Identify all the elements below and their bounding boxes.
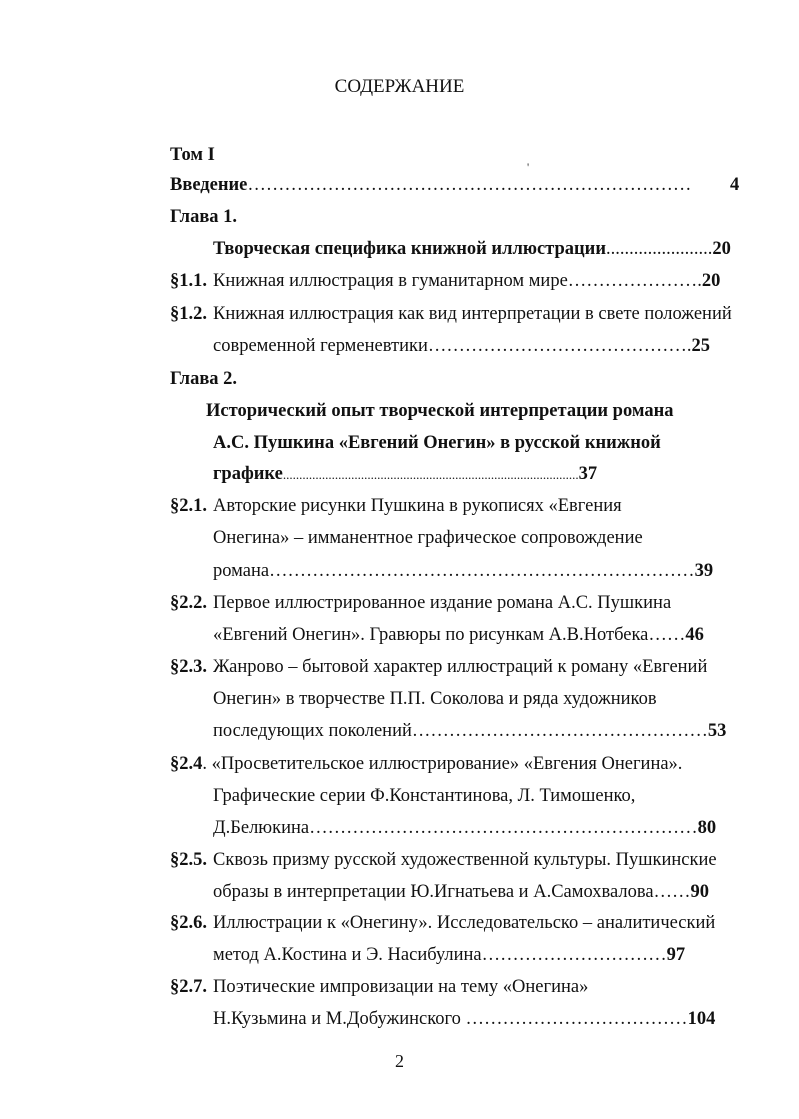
section-2-1-title-line2: Онегина» – имманентное графическое сопровождение [213, 528, 643, 548]
toc-page-number: 104 [687, 1009, 716, 1029]
toc-page-number: 46 [685, 625, 704, 645]
chapter-2-title-line1: Исторический опыт творческой интерпретации романа [206, 401, 674, 421]
section-1-2-title-line2 [213, 335, 710, 357]
page-title: СОДЕРЖАНИЕ [334, 76, 465, 97]
toc-entry-title: Творческая специфика книжной иллюстрации [213, 239, 606, 259]
chapter-2-title-line2: А.С. Пушкина «Евгений Онегин» в русской книжной [213, 433, 661, 453]
toc-page-number: 20 [701, 271, 721, 291]
toc-page-number: 39 [694, 561, 714, 581]
scan-speck: ' [527, 160, 530, 174]
section-2-4-title-line1: . «Просветительское иллюстрирование» «Евгения Онегина». [202, 754, 683, 774]
chapter-2-title-line3 [213, 463, 597, 486]
section-1-1-number: §1.1. [170, 271, 207, 291]
section-1-1-title [213, 270, 720, 292]
volume-label: Том I [170, 145, 215, 165]
toc-entry-title: Книжная иллюстрация в гуманитарном мире…………………. [213, 271, 702, 291]
toc-entry-title: образы в интерпретации Ю.Игнатьева и А.Самохвалова…… [213, 882, 691, 902]
section-2-3-number: §2.3. [170, 657, 207, 677]
chapter-1-title [213, 238, 731, 260]
section-2-3-title-line3 [213, 720, 726, 742]
toc-entry-title: метод А.Костина и Э. Насибулина………………………… [213, 945, 667, 965]
section-2-7-number: §2.7. [170, 977, 207, 997]
toc-page-number: 90 [690, 882, 710, 902]
toc-entry-title: Введение [170, 175, 248, 195]
section-2-1-title-line1: Авторские рисунки Пушкина в рукописях «Евгения [213, 496, 622, 516]
section-2-2-title-line2 [213, 624, 704, 646]
toc-entry-title: романа…………………………………………………………… [213, 561, 695, 581]
section-2-6-number: §2.6. [170, 913, 207, 933]
section-2-3-title-line2: Онегин» в творчестве П.П. Соколова и ряда художников [213, 689, 657, 709]
toc-entry-title: Н.Кузьмина и М.Добужинского ……………………………… [213, 1009, 688, 1029]
chapter-2-label: Глава 2. [170, 369, 238, 389]
toc-page-number: 20 [712, 239, 731, 259]
section-2-1-number: §2.1. [170, 496, 207, 516]
section-2-1-title-line3 [213, 560, 713, 582]
section-2-4-number: §2.4 [170, 754, 203, 774]
toc-entry-title: последующих поколений………………………………………… [213, 721, 708, 741]
toc-page-number: 37 [578, 464, 598, 484]
toc-page-number: 80 [697, 818, 717, 838]
toc-leader-dots: ……………………………………………………………… [247, 175, 692, 195]
section-2-5-number: §2.5. [170, 850, 207, 870]
section-2-4-title-line3 [213, 817, 716, 839]
section-1-2-number: §1.2. [170, 304, 207, 324]
toc-page-number: 53 [707, 721, 727, 741]
section-2-3-title-line1: Жанрово – бытовой характер иллюстраций к роману «Евгений [213, 657, 708, 677]
toc-page-number: 4 [730, 175, 740, 195]
toc-entry-title: графике [213, 464, 283, 484]
toc-leader-dots: ....................... [606, 239, 713, 259]
section-2-6-title-line1: Иллюстрации к «Онегину». Исследовательско – аналитический [213, 913, 716, 933]
toc-entry-title: «Евгений Онегин». Гравюры по рисункам А.В.Нотбека…… [213, 625, 686, 645]
section-2-6-title-line2 [213, 944, 685, 966]
section-2-7-title-line1: Поэтические импровизации на тему «Онегина» [213, 977, 589, 997]
toc-entry-title: современной герменевтики……………………………………. [213, 336, 692, 356]
section-2-4-line1 [170, 753, 682, 775]
toc-entry-title: Д.Белюкина……………………………………………………… [213, 818, 698, 838]
toc-introduction [170, 174, 691, 196]
toc-page-number: 25 [691, 336, 710, 356]
section-2-7-title-line2 [213, 1008, 715, 1030]
toc-leader-dots: ........................................................................................... [282, 467, 579, 482]
section-2-5-title-line2 [213, 881, 709, 903]
section-2-5-title-line1: Сквозь призму русской художественной культуры. Пушкинские [213, 850, 717, 870]
section-2-2-title-line1: Первое иллюстрированное издание романа А.С. Пушкина [213, 593, 672, 613]
section-1-2-title-line1: Книжная иллюстрация как вид интерпретации в свете положений [213, 304, 732, 324]
section-2-2-number: §2.2. [170, 593, 207, 613]
section-2-4-title-line2: Графические серии Ф.Константинова, Л. Тимошенко, [213, 786, 636, 806]
page-number: 2 [395, 1051, 404, 1071]
toc-page-number: 97 [666, 945, 686, 965]
chapter-1-label: Глава 1. [170, 207, 238, 227]
